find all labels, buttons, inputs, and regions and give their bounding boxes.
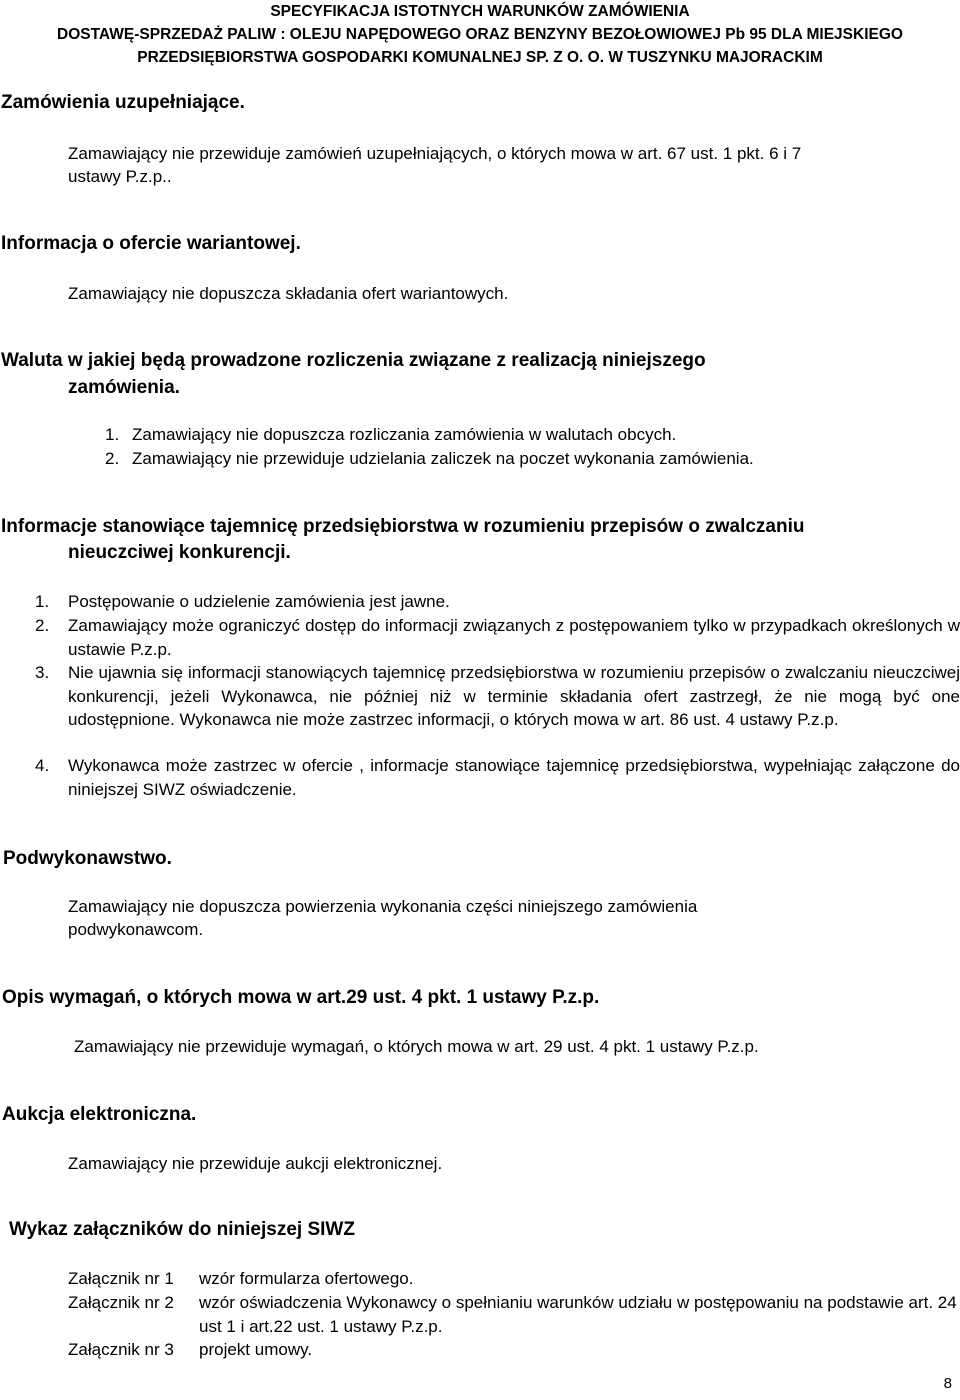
supplementary-text-line2: ustawy P.z.p.. — [68, 167, 172, 186]
heading-attachments-list: Wykaz załączników do niniejszej SIWZ — [9, 1219, 355, 1240]
heading-currency-line1: Waluta w jakiej będą prowadzone rozliczenia związane z realizacją niniejszego — [1, 350, 706, 371]
list-item — [105, 447, 905, 471]
attachment-description: wzór oświadczenia Wykonawcy o spełnianiu warunków udziału w postępowaniu na podstawie art. 24 ust 1 i art.22 ust. 1 ustawy P.z.p. — [199, 1293, 957, 1336]
list-item-text: Zamawiający nie dopuszcza rozliczania zamówienia w walutach obcych. — [132, 425, 677, 444]
list-item-text: Wykonawca może zastrzec w ofercie , informacje stanowiące tajemnicę przedsiębiorstwa, wypełniając załączone do niniejszej SIWZ oświadczenie. — [68, 756, 960, 799]
requirements-text: Zamawiający nie przewiduje wymagań, o których mowa w art. 29 ust. 4 pkt. 1 ustawy P.z.p. — [74, 1037, 759, 1056]
attachment-description: projekt umowy. — [199, 1340, 313, 1359]
list-item-number: 3. — [35, 663, 50, 682]
attachment-description: wzór formularza ofertowego. — [199, 1269, 414, 1288]
attachment-label: Załącznik nr 1 — [68, 1269, 174, 1288]
attachment-item — [68, 1338, 960, 1362]
subcontracting-text-line2: podwykonawcom. — [68, 920, 204, 939]
page-number: 8 — [943, 1375, 952, 1392]
list-item — [35, 590, 960, 614]
list-item-number: 2. — [35, 616, 50, 635]
list-item — [35, 614, 960, 662]
heading-requirements: Opis wymagań, o których mowa w art.29 ust. 4 pkt. 1 ustawy P.z.p. — [2, 987, 600, 1008]
list-item — [105, 423, 905, 447]
list-item — [35, 661, 960, 757]
heading-supplementary-orders: Zamówienia uzupełniające. — [1, 92, 245, 113]
attachment-item — [68, 1291, 960, 1339]
attachment-item — [68, 1267, 960, 1291]
attachment-label: Załącznik nr 2 — [68, 1293, 174, 1312]
list-item-text: Postępowanie o udzielenie zamówienia jest jawne. — [68, 592, 450, 611]
list-item-number: 1. — [35, 592, 50, 611]
heading-currency-line2: zamówienia. — [68, 377, 180, 398]
list-item — [35, 754, 960, 802]
header-subtitle-line1: DOSTAWĘ-SPRZEDAŻ PALIW : OLEJU NAPĘDOWEGO ORAZ BENZYNY BEZOŁOWIOWEJ Pb 95 DLA MIEJSKIEGO — [57, 26, 903, 43]
list-item-text: Zamawiający może ograniczyć dostęp do informacji związanych z postępowaniem tylko w przypadkach określonych w ustawie P.z.p. — [68, 616, 960, 659]
heading-business-secrets-line2: nieuczciwej konkurencji. — [68, 542, 291, 563]
variant-text: Zamawiający nie dopuszcza składania ofert wariantowych. — [68, 284, 509, 303]
list-item-number: 4. — [35, 756, 50, 775]
list-item-number: 2. — [105, 449, 120, 468]
heading-electronic-auction: Aukcja elektroniczna. — [2, 1104, 197, 1125]
header-subtitle-line2: PRZEDSIĘBIORSTWA GOSPODARKI KOMUNALNEJ SP. Z O. O. W TUSZYNKU MAJORACKIM — [137, 49, 823, 66]
subcontracting-text-line1: Zamawiający nie dopuszcza powierzenia wykonania części niniejszego zamówienia — [68, 897, 698, 916]
attachment-label: Załącznik nr 3 — [68, 1340, 174, 1359]
heading-variant-offer: Informacja o ofercie wariantowej. — [1, 233, 301, 254]
list-item-number: 1. — [105, 425, 120, 444]
list-item-text: Nie ujawnia się informacji stanowiących tajemnicę przedsiębiorstwa w rozumieniu przepisów o zwalczaniu nieuczciwej konkurencji, jeżeli Wykonawca, nie później niż w terminie składania ofert zastrzegł, że nie mogą być one udostępnione. Wykonawca nie może zastrzec informacji, o których mowa w art. 86 ust. 4 ustawy P.z.p. — [68, 663, 960, 729]
heading-subcontracting: Podwykonawstwo. — [3, 848, 172, 869]
header-title: SPECYFIKACJA ISTOTNYCH WARUNKÓW ZAMÓWIENIA — [270, 3, 690, 20]
supplementary-text-line1: Zamawiający nie przewiduje zamówień uzupełniających, o których mowa w art. 67 ust. 1 pkt. 6 i 7 — [68, 144, 802, 163]
document-header — [0, 0, 960, 69]
auction-text: Zamawiający nie przewiduje aukcji elektronicznej. — [68, 1154, 443, 1173]
list-item-text: Zamawiający nie przewiduje udzielania zaliczek na poczet wykonania zamówienia. — [132, 449, 754, 468]
heading-business-secrets-line1: Informacje stanowiące tajemnicę przedsiębiorstwa w rozumieniu przepisów o zwalczaniu — [1, 516, 805, 537]
